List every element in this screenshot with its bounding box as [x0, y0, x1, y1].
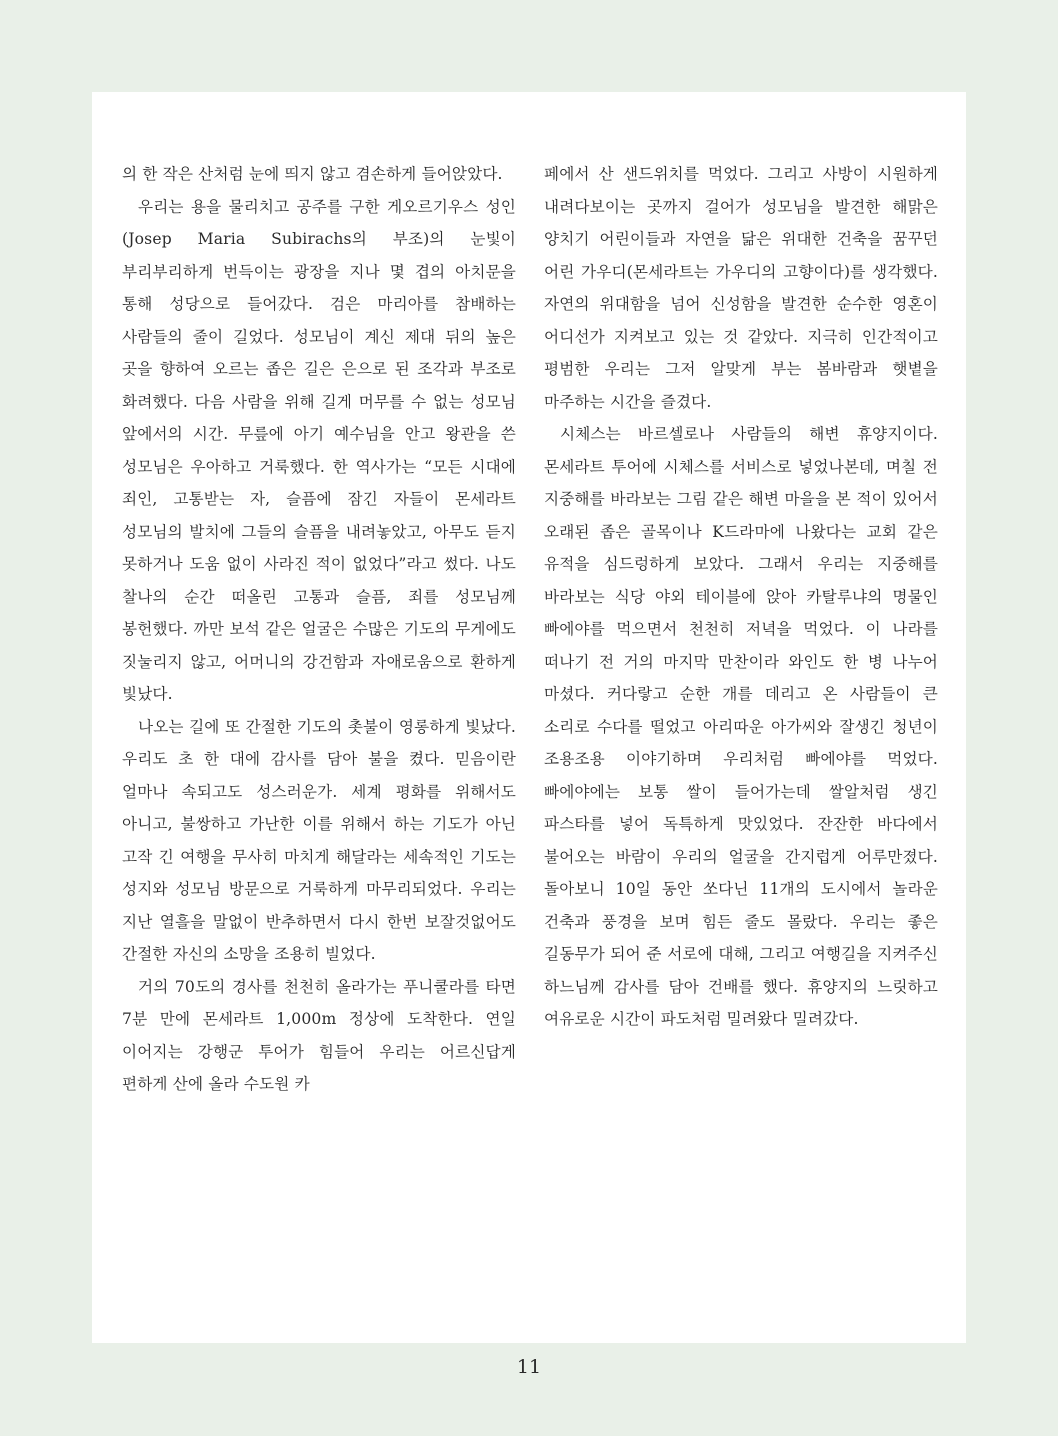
- page-number: 11: [516, 1356, 542, 1378]
- right-paragraph-2: 시체스는 바르셀로나 사람들의 해변 휴양지이다. 몬세라트 투어에 시체스를 서비스로 넣었나본데, 며칠 전 지중해를 바라보는 그림 같은 해변 마을을 본 적이 있어서 오래된 좁은 골목이나 K드라마에 나왔다는 교회 같은 유적을 심드렁하게 보았다. 그래서 우리는 지중해를 바라보는 식당 야외 테이블에 앉아 카탈루냐의 명물인 빠에야를 먹으면서 천천히 저녁을 먹었다. 이 나라를 떠나기 전 거의 마지막 만찬이라 와인도 한 병 나누어 마셨다. 커다랗고 순한 개를 데리고 온 사람들이 큰 소리로 수다를 떨었고 아리따운 아가씨와 잘생긴 청년이 조용조용 이야기하며 우리처럼 빠에야를 먹었다. 빠에야에는 보통 쌀이 들어가는데 쌀알처럼 생긴 파스타를 넣어 독특하게 맛있었다. 잔잔한 바다에서 불어오는 바람이 우리의 얼굴을 간지럽게 어루만졌다. 돌아보니 10일 동안 쏘다닌 11개의 도시에서 놀라운 건축과 풍경을 보며 힘든 줄도 몰랐다. 우리는 좋은 길동무가 되어 준 서로에 대해, 그리고 여행길을 지켜주신 하느님께 감사를 담아 건배를 했다. 휴양지의 느릿하고 여유로운 시간이 파도처럼 밀려왔다 밀려갔다.: [544, 425, 938, 1028]
- left-column: [122, 158, 516, 1101]
- page-panel: [92, 92, 966, 1343]
- left-paragraph-2: 우리는 용을 물리치고 공주를 구한 게오르기우스 성인(Josep Maria Subirachs의 부조)의 눈빛이 부리부리하게 번득이는 광장을 지나 몇 겹의 아치문을 통해 성당으로 들어갔다. 검은 마리아를 참배하는 사람들의 줄이 길었다. 성모님이 계신 제대 뒤의 높은 곳을 향하여 오르는 좁은 길은 은으로 된 조각과 부조로 화려했다. 다음 사람을 위해 길게 머무를 수 없는 성모님 앞에서의 시간. 무릎에 아기 예수님을 안고 왕관을 쓴 성모님은 우아하고 거룩했다. 한 역사가는 “모든 시대에 죄인, 고통받는 자, 슬픔에 잠긴 자들이 몬세라트 성모님의 발치에 그들의 슬픔을 내려놓았고, 아무도 듣지 못하거나 도움 없이 사라진 적이 없었다”라고 썼다. 나도 찰나의 순간 떠올린 고통과 슬픔, 죄를 성모님께 봉헌했다. 까만 보석 같은 얼굴은 수많은 기도의 무게에도 짓눌리지 않고, 어머니의 강건함과 자애로움으로 환하게 빛났다.: [122, 197, 516, 703]
- left-paragraph-4: 거의 70도의 경사를 천천히 올라가는 푸니쿨라를 타면 7분 만에 몬세라트 1,000m 정상에 도착한다. 연일 이어지는 강행군 투어가 힘들어 우리는 어르신답게 편하게 산에 올라 수도원 카: [122, 977, 516, 1093]
- right-paragraph-1: 페에서 산 샌드위치를 먹었다. 그리고 사방이 시원하게 내려다보이는 곳까지 걸어가 성모님을 발견한 해맑은 양치기 어린이들과 자연을 닮은 위대한 건축을 꿈꾸던 어린 가우디(몬세라트는 가우디의 고향이다)를 생각했다. 자연의 위대함을 넘어 신성함을 발견한 순수한 영혼이 어디선가 지켜보고 있는 것 같았다. 지극히 인간적이고 평범한 우리는 그저 알맞게 부는 봄바람과 햇볕을 마주하는 시간을 즐겼다.: [544, 165, 938, 411]
- left-paragraph-3: 나오는 길에 또 간절한 기도의 촛불이 영롱하게 빛났다. 우리도 초 한 대에 감사를 담아 불을 켰다. 믿음이란 얼마나 속되고도 성스러운가. 세계 평화를 위해서도 아니고, 불쌍하고 가난한 이를 위해서 하는 기도가 아닌 고작 긴 여행을 무사히 마치게 해달라는 세속적인 기도는 성지와 성모님 방문으로 거룩하게 마무리되었다. 우리는 지난 열흘을 말없이 반추하면서 다시 한번 보잘것없어도 간절한 자신의 소망을 조용히 빌었다.: [122, 717, 516, 963]
- right-column: [544, 158, 938, 1036]
- left-paragraph-1: 의 한 작은 산처럼 눈에 띄지 않고 겸손하게 들어앉았다.: [122, 165, 503, 183]
